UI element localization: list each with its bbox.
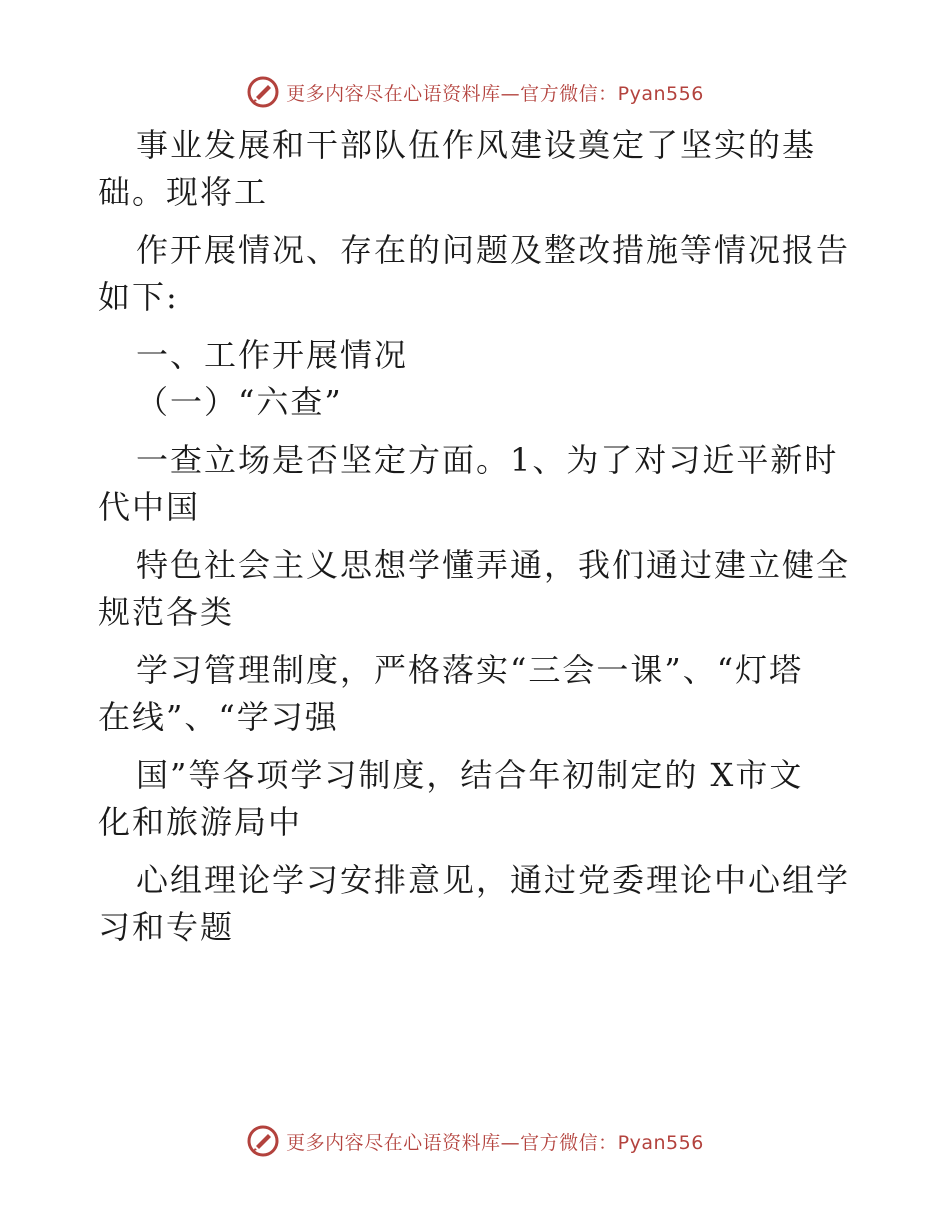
paragraph-line: 规范各类 [98,593,235,631]
paragraph-line: 代中国 [98,488,201,526]
paragraph-line: 在线”、“学习强 [98,698,339,736]
section-heading: 一、工作开展情况 [136,336,409,374]
watermark-text: 更多内容尽在心语资料库—官方微信：Pyan556 [286,82,704,105]
watermark-logo-icon [246,1124,280,1158]
header-watermark [0,72,950,112]
paragraph-line: 习和专题 [98,908,235,946]
footer-watermark [0,1121,950,1161]
paragraph-line: 一查立场是否坚定方面。1、为了对习近平新时 [136,441,839,479]
paragraph-line: 学习管理制度，严格落实“三会一课”、“灯塔 [136,651,804,689]
paragraph-line: 心组理论学习安排意见，通过党委理论中心组学 [136,861,851,899]
paragraph-line: 事业发展和干部队伍作风建设奠定了坚实的基 [136,126,817,164]
paragraph-line: 国”等各项学习制度，结合年初制定的 X市文 [136,756,804,794]
watermark-logo-icon [246,75,280,109]
document-body [98,122,868,951]
paragraph-line: 如下: [98,278,179,316]
subsection-heading: （一）“六查” [136,383,343,421]
paragraph-line: 化和旅游局中 [98,803,303,841]
paragraph-line: 特色社会主义思想学懂弄通，我们通过建立健全 [136,546,851,584]
paragraph-line: 作开展情况、存在的问题及整改措施等情况报告 [136,231,851,269]
paragraph-line: 础。现将工 [98,173,269,211]
watermark-text: 更多内容尽在心语资料库—官方微信：Pyan556 [286,1131,704,1154]
